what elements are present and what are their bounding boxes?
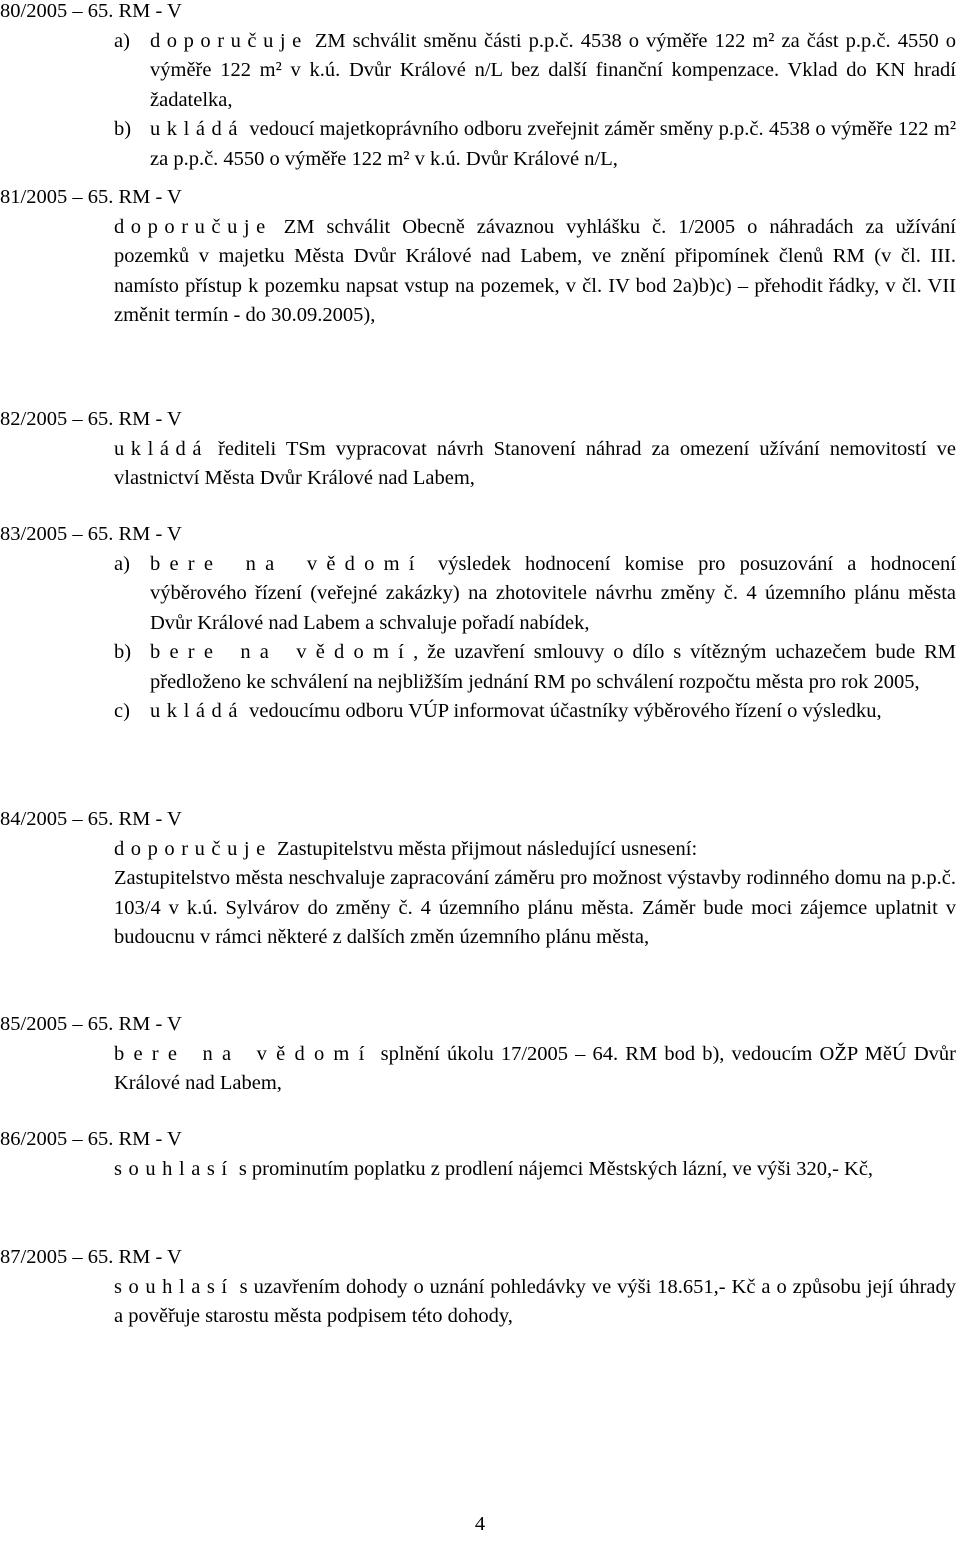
resolution-text xyxy=(0,1273,960,1332)
resolution-text xyxy=(0,435,960,494)
resolution-87 xyxy=(0,1243,960,1332)
resolution-text xyxy=(0,835,960,865)
verb: bere na vědomí xyxy=(150,552,424,575)
resolution-text xyxy=(0,213,960,331)
item-letter: b) xyxy=(114,118,132,140)
resolution-83 xyxy=(0,520,960,727)
resolution-82 xyxy=(0,405,960,494)
resolution-text-continued: Zastupitelstvo města neschvaluje zapracování záměru pro možnost výstavby rodinného domu na p.p.č. 103/4 v k.ú. Sylvárov do změny č. 4 územního plánu města. Záměr bude moci zájemce uplatnit v budoucnu v rámci některé z dalších změn územního plánu města, xyxy=(114,867,956,948)
resolution-85 xyxy=(0,1010,960,1099)
resolution-header: 82/2005 – 65. RM - V xyxy=(0,408,182,430)
resolution-header: 86/2005 – 65. RM - V xyxy=(0,1128,182,1150)
resolution-text xyxy=(0,1040,960,1099)
verb: ukládá xyxy=(150,700,245,722)
body-text: ZM schválit Obecně závaznou vyhlášku č. 1/2005 o náhradách za užívání pozemků v majetku Města Dvůr Králové nad Labem, ve znění připomínek členů RM (v čl. III. namísto přístup k pozemku napsat vstup na pozemek, v čl. IV bod 2a)b)c) – přehodit řádky, v čl. VII změnit termín - do 30.09.2005), xyxy=(114,215,956,326)
verb: bere na vědomí xyxy=(150,641,414,663)
resolution-text xyxy=(0,1155,960,1185)
body-text: splnění úkolu 17/2005 – 64. RM bod b), vedoucím OŽP MěÚ Dvůr Králové nad Labem, xyxy=(114,1042,957,1094)
verb: souhlasí xyxy=(114,1157,234,1180)
resolution-item-c xyxy=(0,697,960,727)
resolution-item-b xyxy=(0,115,960,174)
resolution-item-a xyxy=(0,550,960,639)
resolution-header: 81/2005 – 65. RM - V xyxy=(0,186,182,208)
item-letter: a) xyxy=(114,29,130,52)
resolution-86 xyxy=(0,1125,960,1184)
body-text: výsledek hodnocení komise pro posuzování a hodnocení výběrového řízení (veřejné zakázky) na zhotovitele návrhu změny č. 4 územního plánu města Dvůr Králové nad Labem a schvaluje pořadí nabídek, xyxy=(150,552,956,634)
resolution-header: 85/2005 – 65. RM - V xyxy=(0,1013,182,1035)
body-text: s prominutím poplatku z prodlení nájemci Městských lázní, ve výši 320,- Kč, xyxy=(233,1157,874,1180)
body-text: , že uzavření smlouvy o dílo s vítězným uchazečem bude RM předloženo ke schválení na nejbližším jednání RM po schválení rozpočtu města pro rok 2005, xyxy=(150,641,957,693)
page-number: 4 xyxy=(474,1513,486,1535)
body-text: vedoucí majetkoprávního odboru zveřejnit záměr směny p.p.č. 4538 o výměře 122 m² za p.p.č. 4550 o výměře 122 m² v k.ú. Dvůr Králové n/L, xyxy=(150,118,956,170)
item-letter: a) xyxy=(114,552,130,575)
resolution-84 xyxy=(0,805,960,953)
item-text xyxy=(150,550,956,639)
resolution-81 xyxy=(0,183,960,331)
verb: doporučuje xyxy=(114,837,272,860)
body-text: s uzavřením dohody o uznání pohledávky ve výši 18.651,- Kč a o způsobu její úhrady a pověřuje starostu města podpisem této dohody, xyxy=(114,1275,956,1327)
resolution-item-b xyxy=(0,638,960,697)
item-text xyxy=(150,697,956,727)
verb: doporučuje xyxy=(114,215,272,238)
item-letter: b) xyxy=(114,641,132,663)
body-text: řediteli TSm vypracovat návrh Stanovení náhrad za omezení užívání nemovitostí ve vlastnictví Města Dvůr Králové nad Labem, xyxy=(114,437,956,489)
verb: doporučuje xyxy=(150,29,308,52)
verb: ukládá xyxy=(114,437,209,460)
resolution-item-a xyxy=(0,27,960,116)
item-text xyxy=(150,638,956,697)
item-letter: c) xyxy=(114,700,130,722)
body-text: ZM schválit směnu části p.p.č. 4538 o výměře 122 m² za část p.p.č. 4550 o výměře 122 m² v k.ú. Dvůr Králové n/L bez další finanční kompenzace. Vklad do KN hradí žadatelka, xyxy=(150,29,956,111)
body-text: vedoucímu odboru VÚP informovat účastníky výběrového řízení o výsledku, xyxy=(244,700,882,722)
resolution-header: 80/2005 – 65. RM - V xyxy=(0,0,182,22)
resolution-80 xyxy=(0,0,960,174)
body-text: Zastupitelstvu města přijmout následující usnesení: xyxy=(271,837,698,860)
item-text xyxy=(150,27,956,116)
verb: bere na vědomí xyxy=(114,1042,374,1065)
resolution-header: 83/2005 – 65. RM - V xyxy=(0,523,182,545)
verb: ukládá xyxy=(150,118,245,140)
resolution-header: 84/2005 – 65. RM - V xyxy=(0,808,182,830)
verb: souhlasí xyxy=(114,1275,234,1298)
resolution-header: 87/2005 – 65. RM - V xyxy=(0,1246,182,1268)
item-text xyxy=(150,115,956,174)
